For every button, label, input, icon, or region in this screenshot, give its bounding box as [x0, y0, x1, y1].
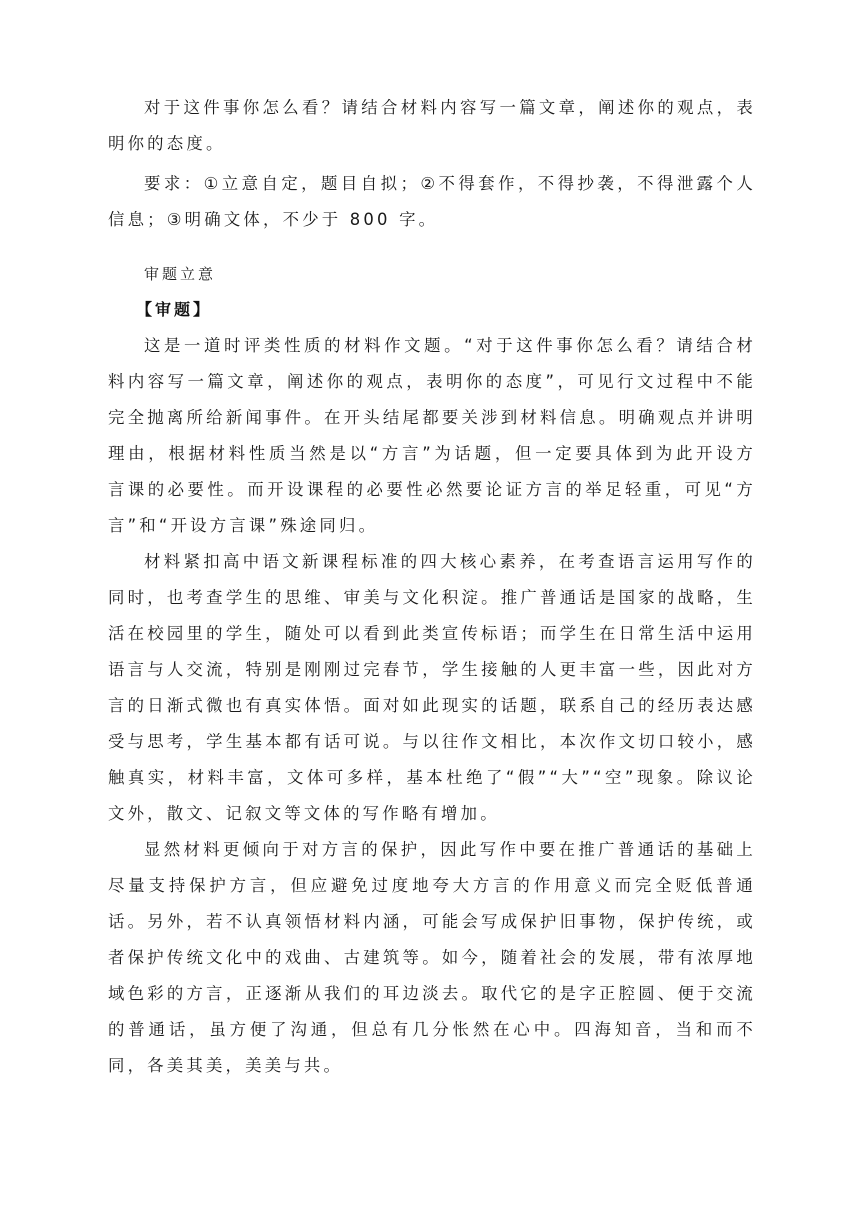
- intro-paragraph-requirements: 要求：①立意自定，题目自拟；②不得套作，不得抄袭，不得泄露个人信息；③明确文体，不少于 800 字。: [108, 174, 756, 229]
- intro-paragraph-question: 对于这件事你怎么看？请结合材料内容写一篇文章，阐述你的观点，表明你的态度。: [108, 98, 756, 153]
- section-label: 审题立意: [144, 265, 217, 283]
- section-heading: 【审题】: [136, 300, 213, 319]
- spacer: [108, 238, 756, 256]
- body-paragraph-2: 材料紧扣高中语文新课程标准的四大核心素养，在考查语言运用写作的同时，也考查学生的思维、审美与文化积淀。推广普通话是国家的战略，生活在校园里的学生，随处可以看到此类宣传标语；而学生在日常生活中运用语言与人交流，特别是刚刚过完春节，学生接触的人更丰富一些，因此对方言的日渐式微也有真实体悟。面对如此现实的话题，联系自己的经历表达感受与思考，学生基本都有话可说。与以往作文相比，本次作文切口较小，感触真实，材料丰富，文体可多样，基本杜绝了“假”“大”“空”现象。除议论文外，散文、记叙文等文体的写作略有增加。: [108, 552, 756, 823]
- body-paragraph-3: 显然材料更倾向于对方言的保护，因此写作中要在推广普通话的基础上尽量支持保护方言，但应避免过度地夸大方言的作用意义而完全贬低普通话。另外，若不认真领悟材料内涵，可能会写成保护旧事物，保护传统，或者保护传统文化中的戏曲、古建筑等。如今，随着社会的发展，带有浓厚地域色彩的方言，正逐渐从我们的耳边淡去。取代它的是字正腔圆、便于交流的普通话，虽方便了沟通，但总有几分怅然在心中。四海知音，当和而不同，各美其美，美美与共。: [108, 840, 756, 1075]
- body-paragraph-1: 这是一道时评类性质的材料作文题。“对于这件事你怎么看？请结合材料内容写一篇文章，阐述你的观点，表明你的态度”，可见行文过程中不能完全抛离所给新闻事件。在开头结尾都要关涉到材料信息。明确观点并讲明理由，根据材料性质当然是以“方言”为话题，但一定要具体到为此开设方言课的必要性。而开设课程的必要性必然要论证方言的举足轻重，可见“方言”和“开设方言课”殊途同归。: [108, 336, 756, 535]
